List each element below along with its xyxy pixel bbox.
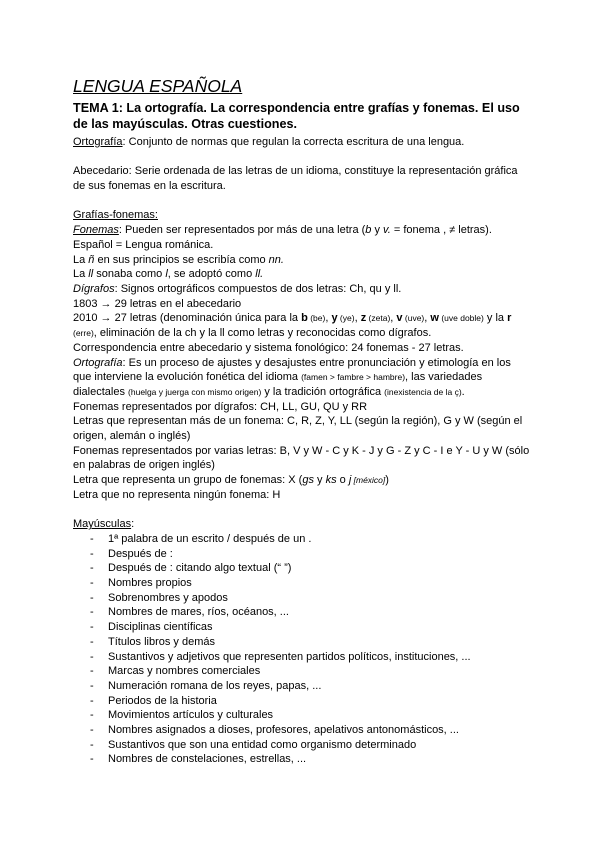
ll-line [73,267,532,282]
digrafos-text: : Signos ortográficos compuestos de dos letras: Ch, qu y ll. [114,283,402,295]
list-item: - Sobrenombres y apodos [73,591,532,606]
list-item: - Después de : citando algo textual (“ ”) [73,561,532,576]
tema-heading: TEMA 1: La ortografía. La correspondencia entre grafías y fonemas. El uso de las mayúsculas. Otras cuestiones. [73,101,520,131]
grupo-d: ks [325,474,337,487]
grupo-g: [méxico] [351,475,386,486]
digrafos-list-line: Fonemas representados por dígrafos: CH, LL, GU, QU y RR [73,400,368,413]
list-item: - Nombres propios [73,576,532,591]
y2010-c: , eliminación de la ch y la ll como letras y reconocidas como dígrafos. [93,327,432,340]
list-item: - Numeración romana de los reyes, papas, ... [73,679,532,694]
ningun-fonema-line: Letra que no representa ningún fonema: H [73,488,281,501]
fonemas-text-c: y [371,224,384,237]
grafias-heading-text: Grafías-fonemas: [73,209,158,222]
ortografia-text: : Conjunto de normas que regulan la correcta escritura de una lengua. [122,136,465,148]
letter-z-name: (zeta) [366,313,391,324]
list-item: - Disciplinas científicas [73,620,532,635]
ll-f: ll. [255,268,264,281]
ortografia2-b: , las variedades dialectales [73,371,483,398]
letter-w-name: (uve doble) [438,313,484,324]
ll-b: ll [88,268,94,281]
year-1803-line: 1803 → 29 letras en el abecedario [73,297,242,310]
letter-b: b [301,312,308,325]
fonemas-text-a: : Pueden ser representados por más de una letra ( [118,224,366,237]
sep1: , [325,312,332,325]
ortografia-definition [73,135,532,150]
varias-letras-line: Fonemas representados por varias letras: B, V y W - C y K - J y G - Z y C - I e Y - U y W (sólo en palabras de origen inglés) [73,444,530,472]
enie-a: La [73,253,89,266]
digrafos-line [73,282,532,297]
letter-r: r [507,312,512,325]
list-item: - Sustantivos que son una entidad como organismo determinado [73,738,532,753]
list-item: - Títulos libros y demás [73,635,532,650]
ortografia-term: Ortografía [73,136,123,148]
letter-v: v [396,312,403,325]
sep2: , [354,312,361,325]
fonemas-line [73,223,532,238]
letter-y: y [331,312,338,325]
ortografia2-d: . [461,385,465,398]
grupo-f: j [348,474,352,487]
ll-a: La [73,268,89,281]
sep4: , [424,312,431,325]
grupo-h: ) [385,474,389,487]
list-item: - Marcas y nombres comerciales [73,664,532,679]
list-item: - Nombres de constelaciones, estrellas, ... [73,752,532,767]
list-item: - 1ª palabra de un escrito / después de un . [73,532,532,547]
fonemas-letter-v: v. [383,224,391,237]
ll-e: , se adoptó como [167,268,256,281]
letter-b-name: (be) [307,313,326,324]
correspondencia-line: Correspondencia entre abecedario y sistema fonológico: 24 fonemas - 27 letras. [73,341,464,354]
grupo-fonemas-line [73,473,532,488]
fonemas-text-e: = fonema , ≠ letras). [390,224,492,237]
list-item: - Después de : [73,547,532,562]
y2010-a: 2010 → 27 letras (denominación única para la [73,312,302,325]
list-item: - Periodos de la historia [73,694,532,709]
y2010-b: y la [483,312,508,325]
mayusculas-heading-text: Mayúsculas [73,518,132,531]
enie-b: ñ [88,253,95,266]
enie-d: nn. [268,253,284,266]
enie-line [73,253,532,268]
ortografia2-small2: (huelga y juerga con mismo origen) [128,386,262,397]
ortografia-proceso-line [73,356,532,400]
ortografia2-a: : Es un proceso de ajustes y desajustes entre pronunciación y etimología en los que interviene la evolución fonética del idioma [73,356,511,384]
document-title: LENGUA ESPAÑOLA [73,76,243,96]
digrafos-term: Dígrafos [73,283,115,295]
letter-w: w [430,312,439,325]
list-item: - Nombres asignados a dioses, profesores, apelativos antonomásticos, ... [73,723,532,738]
sep3: , [390,312,397,325]
letter-y-name: (ye) [337,313,355,324]
mayusculas-list [73,532,532,767]
list-item: - Nombres de mares, ríos, océanos, ... [73,605,532,620]
list-item: - Movimientos artículos y culturales [73,708,532,723]
grupo-a: Letra que representa un grupo de fonemas: X ( [73,474,303,487]
mayusculas-heading [73,517,532,532]
grupo-c: y [313,474,326,487]
ortografia2-small3: (inexistencia de la ç) [384,386,462,397]
enie-c: en sus principios se escribía como [94,253,269,266]
ortografia2-c: y la tradición ortográfica [261,385,385,398]
grafias-heading [73,208,532,223]
list-item: - Sustantivos y adjetivos que representen partidos políticos, instituciones, ... [73,650,532,665]
fonemas-letter-b: b [365,224,372,237]
letter-r-name: (erre) [73,328,94,339]
ortografia2-small1: (famen > fambre > hambre) [301,372,406,383]
fonemas-term: Fonemas [73,224,119,237]
letter-z: z [360,312,367,325]
mayusculas-colon: : [131,518,135,531]
grupo-b: gs [302,474,314,487]
mas-letra-line: Letras que representan más de un fonema: C, R, Z, Y, LL (según la región), G y W (según el origen, alemán o inglés) [73,415,523,443]
ortografia2-term: Ortografía [73,356,123,369]
espanol-line: Español = Lengua románica. [73,238,214,251]
year-2010-line [73,311,532,340]
ll-c: sonaba como [93,268,166,281]
ll-d: l [165,268,168,281]
abecedario-definition: Abecedario: Serie ordenada de las letras de un idioma, constituye la representación gráfica de sus fonemas en la escritura. [73,165,518,193]
grupo-e: o [336,474,349,487]
letter-v-name: (uve) [402,313,425,324]
